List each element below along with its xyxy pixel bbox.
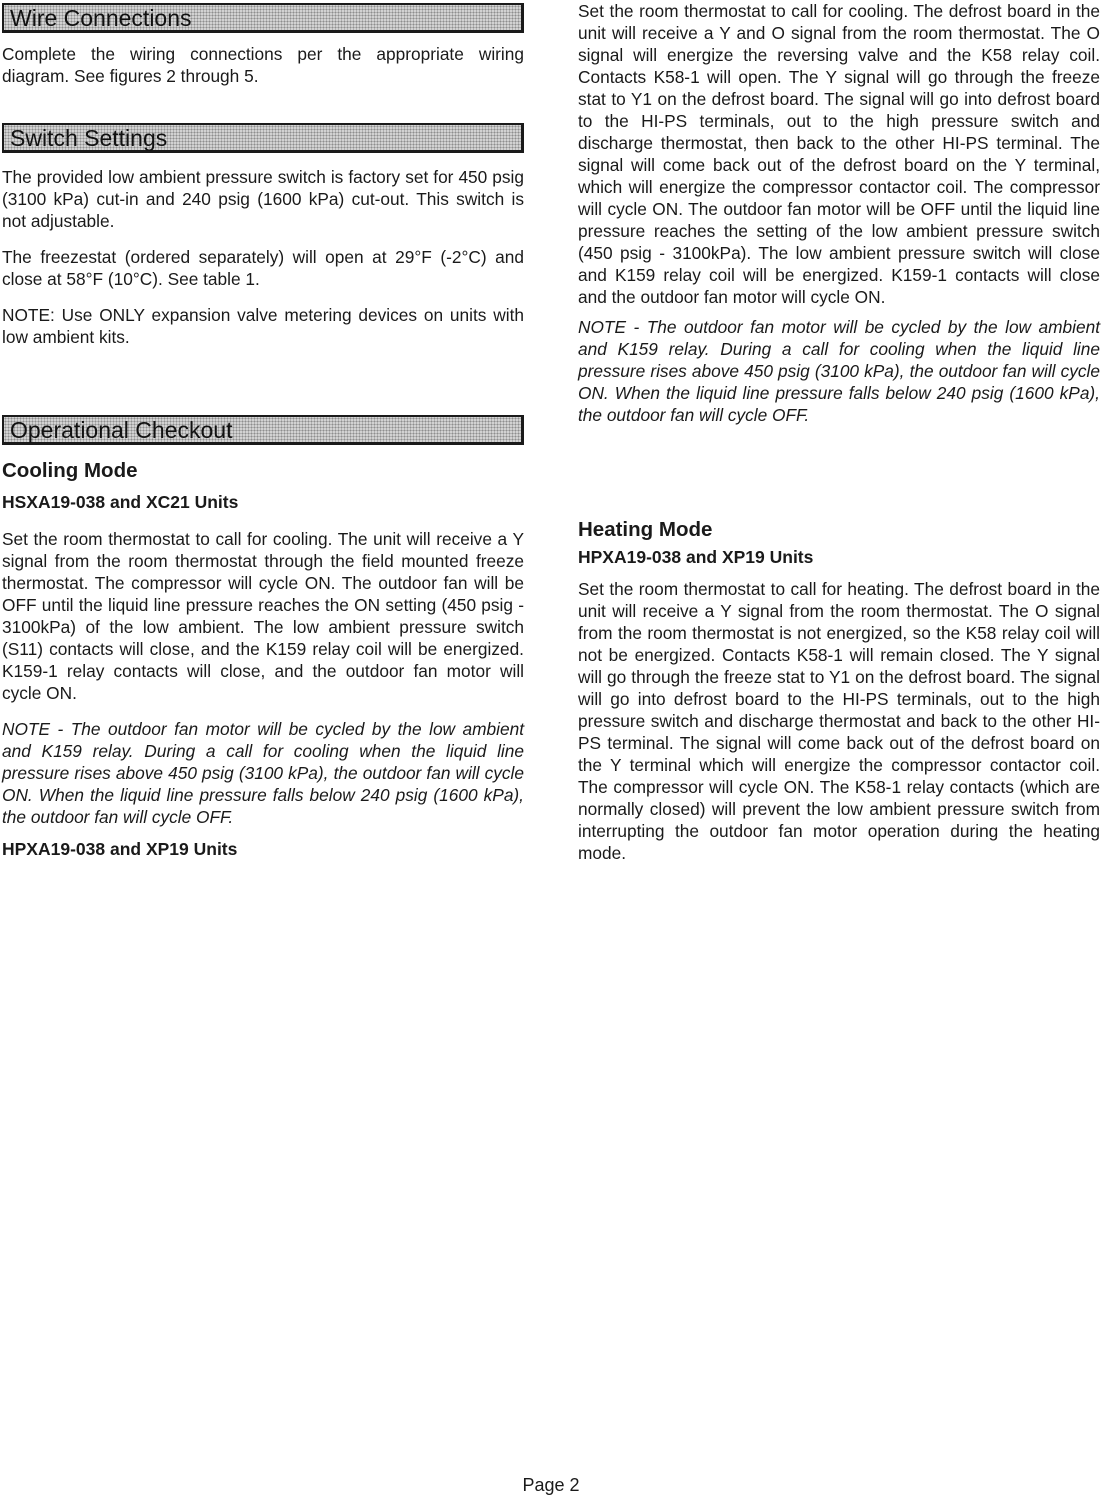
switch-settings-section (2, 166, 524, 348)
switch-settings-p3: NOTE: Use ONLY expansion valve metering devices on units with low ambient kits. (2, 305, 524, 347)
hsxa-cooling-title: HSXA19-038 and XC21 Units (2, 492, 239, 512)
wire-connections-section (2, 43, 524, 87)
cooling-mode-title: Cooling Mode (2, 459, 138, 482)
hpxa-cooling-text: Set the room thermostat to call for cooling. The defrost board in the unit will receive a Y and O signal from the room thermostat. The O signal will energize the reversing valve and the K58 relay coil. Contacts K58-1 will open. The Y signal will go through the freeze stat to Y1 on the defrost board. The signal will go into defrost board to the HI-PS terminals, out to the high pressure switch and discharge thermostat, then back to the other HI-PS terminal. The signal will come back out of the defrost board on the Y terminal, which will energize the compressor contactor coil. The compressor will cycle ON. The outdoor fan motor will be OFF until the liquid line pressure reaches the setting of the low ambient pressure switch (450 psig - 3100kPa). The low ambient pressure switch will close and K159 relay coil will be energized. K159-1 contacts will close and the outdoor fan motor will cycle ON. (578, 1, 1100, 307)
cooling-mode-section (2, 459, 524, 860)
hpxa-heating-text: Set the room thermostat to call for heating. The defrost board in the unit will receive a Y signal from the room thermostat. The O signal from the room thermostat is not energized, so the K58 relay coil will not be energized. Contacts K58-1 will remain closed. The Y signal will go through the freeze stat to Y1 on the defrost board. The signal will go into defrost board to the HI-PS terminals, out to the high pressure switch and discharge thermostat and back to the other HI-PS terminal. The signal will come back out of the defrost board on the Y terminal which will energize the compressor contactor coil. The compressor will cycle ON. The K58-1 relay contacts (which are normally closed) will prevent the low ambient pressure switch from interrupting the outdoor fan motor operation during the heating mode. (578, 579, 1100, 863)
operational-checkout-header: Operational Checkout (2, 415, 524, 445)
heating-mode-title: Heating Mode (578, 518, 713, 541)
hpxa-cooling-section (578, 0, 1100, 426)
hsxa-cooling-text: Set the room thermostat to call for cooling. The unit will receive a Y signal from the room thermostat through the field mounted freeze thermostat. The compressor will cycle ON. The outdoor fan will be OFF until the liquid line pressure reaches the ON setting (450 psig - 3100kPa) of the low ambient. The low ambient pressure switch (S11) contacts will close, and the K159 relay coil will be energized. K159-1 relay contacts will close, and the outdoor fan motor will cycle ON. (2, 529, 524, 703)
wire-connections-header: Wire Connections (2, 3, 524, 33)
switch-settings-header: Switch Settings (2, 123, 524, 153)
hpxa-cooling-note: NOTE - The outdoor fan motor will be cycled by the low ambient and K159 relay. During a call for cooling when the liquid line pressure rises above 450 psig (3100 kPa), the outdoor fan will cycle ON. When the liquid line pressure falls below 240 psig (1600 kPa), the outdoor fan will cycle OFF. (578, 317, 1100, 425)
heating-mode-section (578, 518, 1100, 864)
hpxa-heating-title: HPXA19-038 and XP19 Units (578, 547, 814, 567)
hpxa-cooling-title: HPXA19-038 and XP19 Units (2, 839, 238, 859)
page-number: Page 2 (522, 1475, 580, 1495)
wire-connections-text: Complete the wiring connections per the appropriate wiring diagram. See figures 2 through 5. (2, 44, 524, 86)
switch-settings-p2: The freezestat (ordered separately) will open at 29°F (-2°C) and close at 58°F (10°C). See table 1. (2, 247, 524, 289)
switch-settings-p1: The provided low ambient pressure switch is factory set for 450 psig (3100 kPa) cut-in and 240 psig (1600 kPa) cut-out. This switch is not adjustable. (2, 167, 524, 231)
hsxa-cooling-note: NOTE - The outdoor fan motor will be cycled by the low ambient and K159 relay. During a call for cooling when the liquid line pressure rises above 450 psig (3100 kPa), the outdoor fan will cycle ON. When the liquid line pressure falls below 240 psig (1600 kPa), the outdoor fan will cycle OFF. (2, 719, 524, 827)
